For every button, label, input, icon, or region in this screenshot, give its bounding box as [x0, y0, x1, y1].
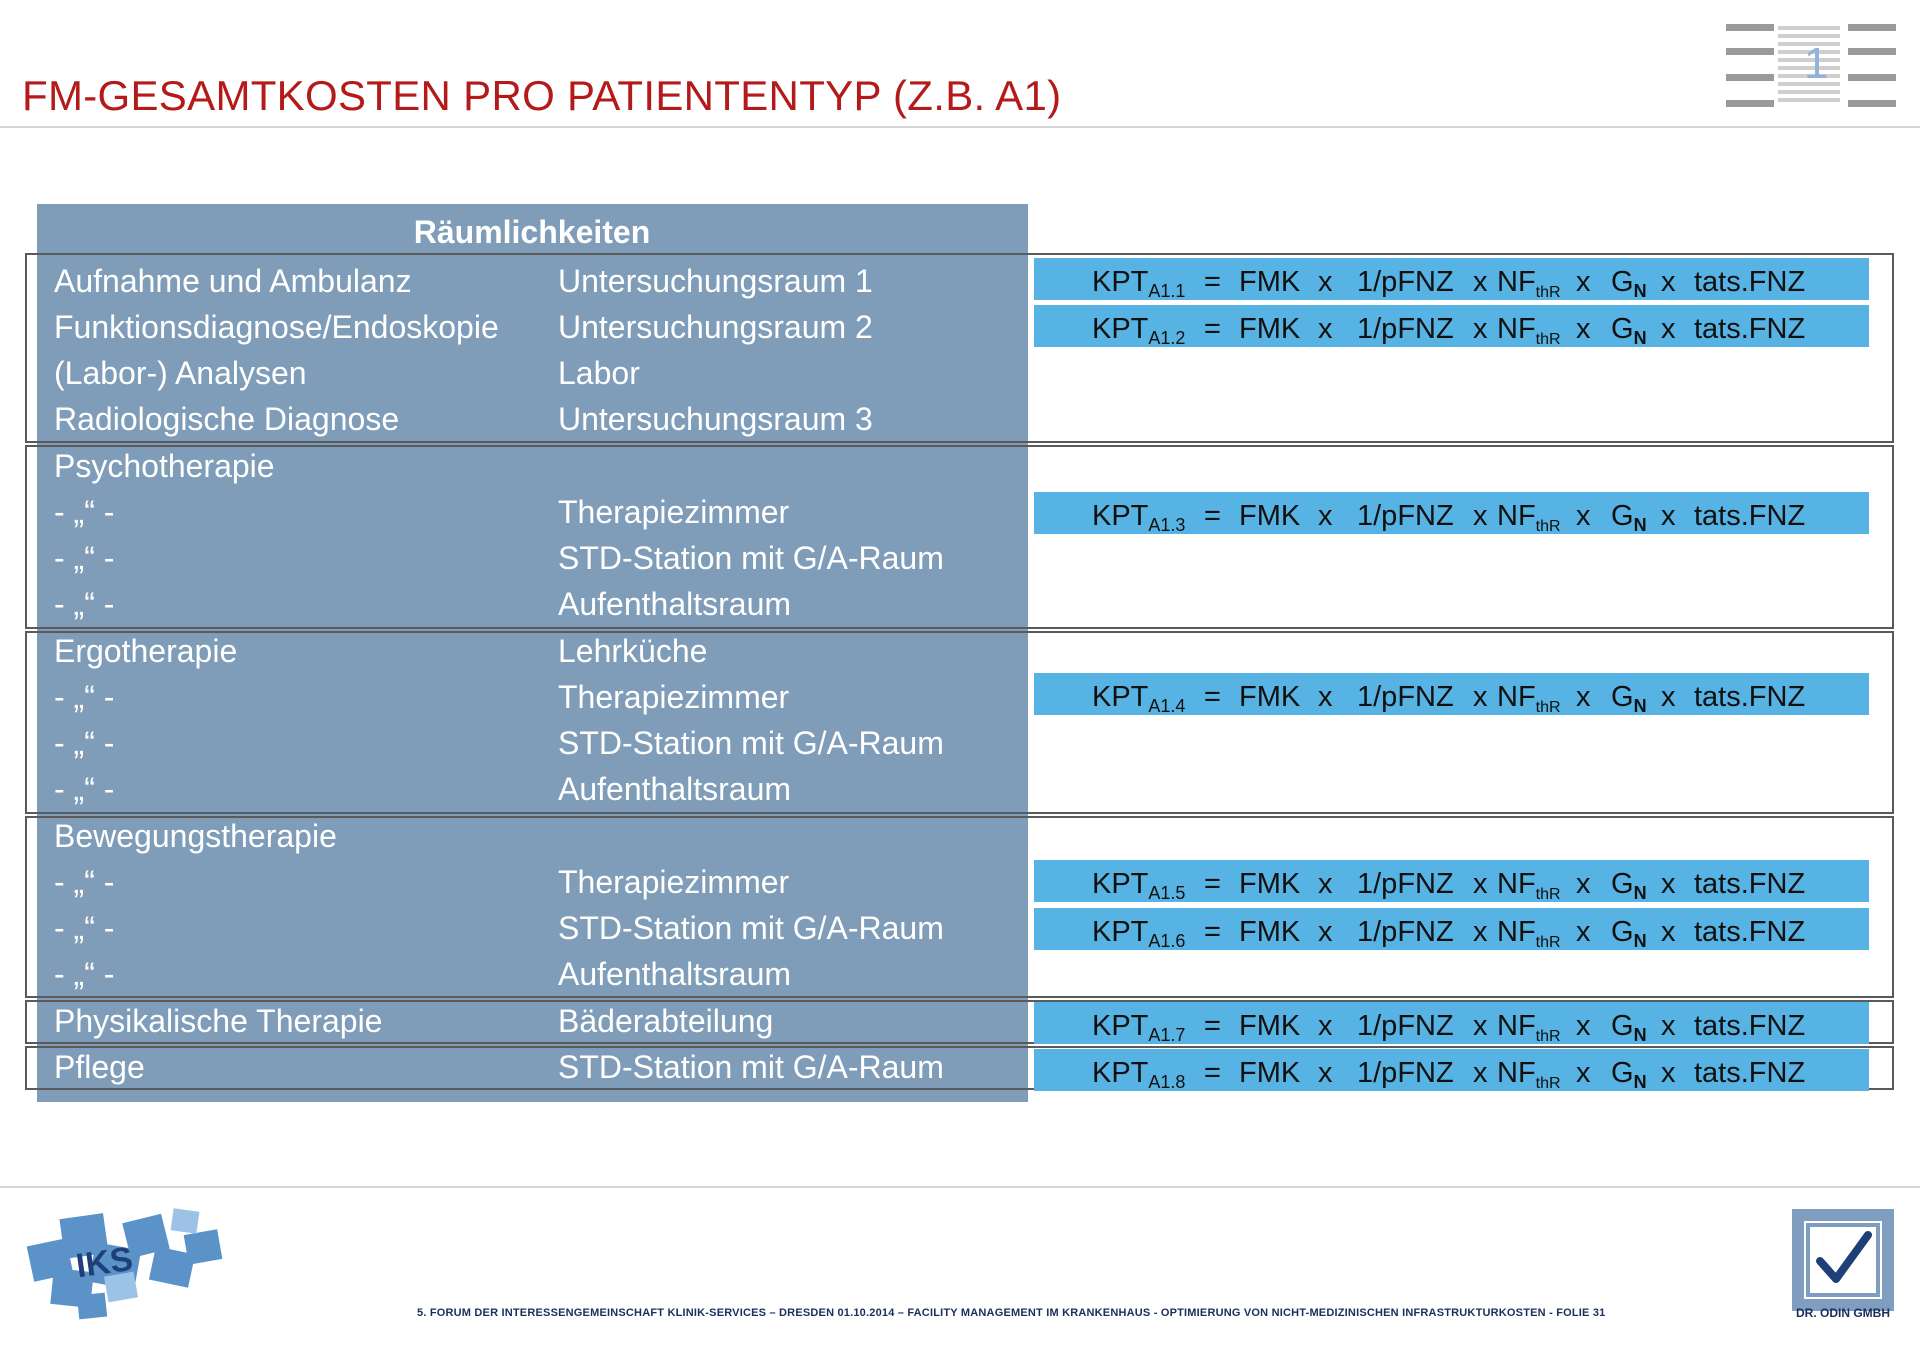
area-cell: - „“ -: [54, 771, 115, 807]
room-cell: STD-Station mit G/A-Raum: [558, 1049, 944, 1085]
area-cell: Radiologische Diagnose: [54, 401, 400, 437]
area-cell: - „“ -: [54, 956, 115, 992]
room-cell: STD-Station mit G/A-Raum: [558, 540, 944, 576]
group-frame-ergotherapy: [25, 631, 1894, 814]
room-cell: Lehrküche: [558, 633, 708, 669]
area-cell: - „“ -: [54, 540, 115, 576]
area-cell: - „“ -: [54, 864, 115, 900]
formula-kpt: $KPT_{A1.2}$: [1092, 313, 1186, 348]
company-label: DR. ODIN GMBH: [1796, 1306, 1890, 1320]
area-cell: - „“ -: [54, 725, 115, 761]
formula-kpt: $KPT_{A1.6}$: [1092, 916, 1186, 951]
room-cell: Aufenthaltsraum: [558, 956, 792, 992]
area-cell: Ergotherapie: [54, 633, 238, 669]
area-cell: Pflege: [54, 1049, 145, 1085]
formula-kpt: $KPT_{A1.7}$: [1092, 1010, 1186, 1045]
room-cell: Therapiezimmer: [558, 494, 790, 530]
area-cell: Physikalische Therapie: [54, 1003, 383, 1039]
area-cell: - „“ -: [54, 679, 115, 715]
room-cell: Bäderabteilung: [558, 1003, 774, 1039]
overview-thumbnail-icon: [1722, 18, 1900, 122]
room-cell: Untersuchungsraum 2: [558, 309, 873, 345]
footer-divider: [0, 1186, 1920, 1188]
formula-box: $KPT_{A1.8}$ = FMK x 1/pFNZ x $NF_{thR}$ x $G_N$ x tats.FNZ: [1034, 1049, 1869, 1091]
rooms-header: Räumlichkeiten: [413, 214, 651, 250]
area-cell: - „“ -: [54, 494, 115, 530]
area-cell: Funktionsdiagnose/Endoskopie: [54, 309, 499, 345]
room-cell: Therapiezimmer: [558, 864, 790, 900]
title-divider: [0, 126, 1920, 128]
svg-text:1: 1: [1804, 39, 1829, 88]
formula-box: $KPT_{A1.2}$ = FMK x 1/pFNZ x $NF_{thR}$ x $G_N$ x tats.FNZ: [1034, 305, 1869, 347]
area-cell: Psychotherapie: [54, 448, 275, 484]
room-cell: Labor: [558, 355, 640, 391]
formula-kpt: $KPT_{A1.5}$: [1092, 868, 1186, 903]
footer-caption: 5. FORUM DER INTERESSENGEMEINSCHAFT KLINIK-SERVICES – DRESDEN 01.10.2014 – FACILITY MANAGEMENT IM KRANKENHAUS - OPTIMIERUNG VON NICHT-MEDIZINISCHEN INFRASTRUKTURKOSTEN - FOLIE 31: [417, 1307, 1606, 1319]
area-cell: (Labor-) Analysen: [54, 355, 307, 391]
room-cell: STD-Station mit G/A-Raum: [558, 725, 944, 761]
page-title: FM-GESAMTKOSTEN PRO PATIENTENTYP (Z.B. A1): [22, 72, 1062, 119]
formula-box: $KPT_{A1.4}$ = FMK x 1/pFNZ x $NF_{thR}$ x $G_N$ x tats.FNZ: [1034, 673, 1869, 715]
formula-box: $KPT_{A1.5}$ = FMK x 1/pFNZ x $NF_{thR}$ x $G_N$ x tats.FNZ: [1034, 860, 1869, 902]
formula-box: $KPT_{A1.1}$ = FMK x 1/pFNZ x $NF_{thR}$ x $G_N$ x tats.FNZ: [1034, 258, 1869, 300]
room-cell: Therapiezimmer: [558, 679, 790, 715]
formula-box: $KPT_{A1.7}$ = FMK x 1/pFNZ x $NF_{thR}$ x $G_N$ x tats.FNZ: [1034, 1002, 1869, 1044]
formula-box: $KPT_{A1.6}$ = FMK x 1/pFNZ x $NF_{thR}$ x $G_N$ x tats.FNZ: [1034, 908, 1869, 950]
svg-text:IKS: IKS: [73, 1239, 136, 1286]
room-cell: Aufenthaltsraum: [558, 771, 792, 807]
formula-kpt: $KPT_{A1.4}$: [1092, 681, 1186, 716]
checkmark-logo-icon: [1788, 1205, 1898, 1315]
area-cell: - „“ -: [54, 910, 115, 946]
formula-kpt: $KPT_{A1.1}$: [1092, 266, 1186, 301]
room-cell: Untersuchungsraum 1: [558, 263, 873, 299]
formula-kpt: $KPT_{A1.3}$: [1092, 500, 1186, 535]
room-cell: STD-Station mit G/A-Raum: [558, 910, 944, 946]
group-frame-psychotherapy: [25, 445, 1894, 629]
iks-puzzle-logo: [22, 1198, 242, 1323]
area-cell: Aufnahme und Ambulanz: [54, 263, 412, 299]
formula-box: $KPT_{A1.3}$ = FMK x 1/pFNZ x $NF_{thR}$ x $G_N$ x tats.FNZ: [1034, 492, 1869, 534]
area-cell: Bewegungstherapie: [54, 818, 337, 854]
room-cell: Untersuchungsraum 3: [558, 401, 873, 437]
area-cell: - „“ -: [54, 586, 115, 622]
room-cell: Aufenthaltsraum: [558, 586, 792, 622]
formula-kpt: $KPT_{A1.8}$: [1092, 1057, 1186, 1092]
